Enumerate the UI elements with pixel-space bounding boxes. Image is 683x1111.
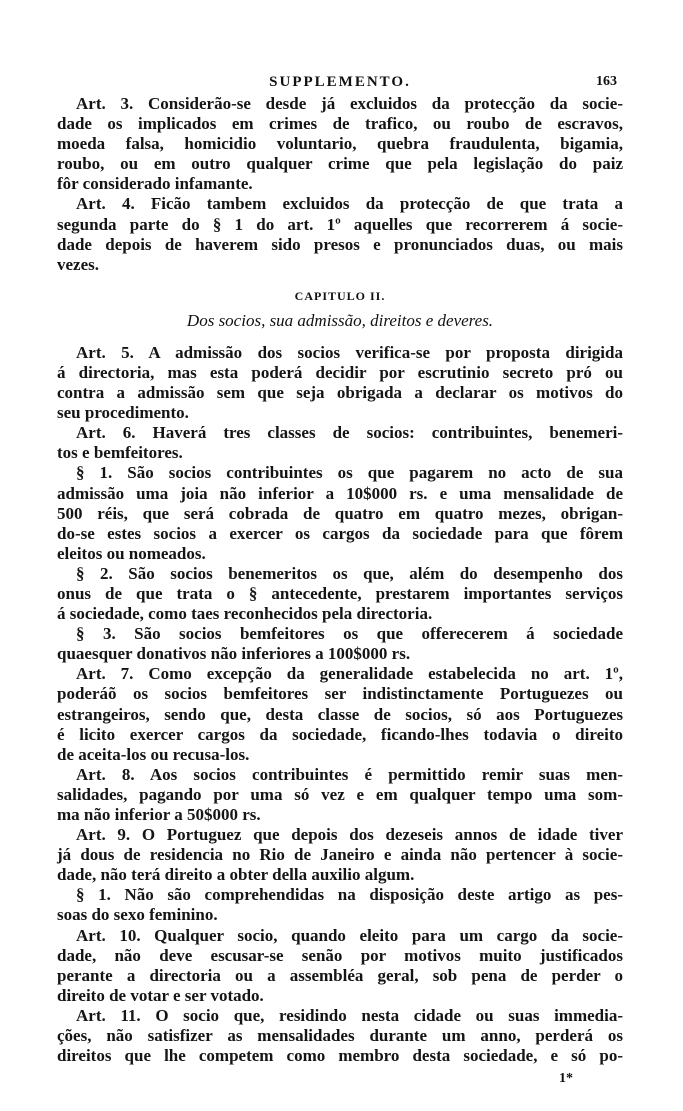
- text-line: poderáõ os socios bemfeitores ser indistinctamente Portuguezes ou: [57, 684, 623, 704]
- text-line: estrangeiros, sendo que, desta classe de socios, só aos Portuguezes: [57, 704, 623, 724]
- text-line: seu procedimento.: [57, 403, 189, 423]
- text-line: Art. 3. Considerão-se desde já excluidos da protecção da socie-: [76, 94, 623, 113]
- text-line: Art. 11. O socio que, residindo nesta cidade ou suas immedia-: [76, 1005, 623, 1025]
- paragraph: [57, 926, 623, 1006]
- text-line: moeda falsa, homicidio voluntario, quebra fraudulenta, bigamia,: [57, 134, 623, 154]
- signature-row: [57, 1068, 623, 1088]
- paragraph: [57, 664, 623, 764]
- text-line: Art. 8. Aos socios contribuintes é permittido remir suas men-: [76, 764, 623, 784]
- text-line: Art. 6. Haverá tres classes de socios: contribuintes, benemeri-: [76, 423, 623, 443]
- text-line: roubo, ou em outro qualquer crime que pela legislação do paiz: [57, 154, 623, 174]
- text-content: [57, 94, 623, 1066]
- text-line: dade, não terá direito a obter della auxilio algum.: [57, 865, 415, 885]
- text-line: 500 réis, que será cobrada de quatro em quatro mezes, obrigan-: [57, 503, 623, 523]
- text-line: fôr considerado infamante.: [57, 174, 253, 194]
- text-line: segunda parte do § 1 do art. 1º aquelles que recorrerem á socie-: [57, 214, 623, 234]
- text-line: § 3. São socios bemfeitores os que offerecerem á sociedade: [76, 624, 623, 644]
- text-line: § 2. São socios benemeritos os que, além do desempenho dos: [76, 563, 623, 583]
- text-line: onus de que trata o § antecedente, prestarem importantes serviços: [57, 583, 623, 603]
- text-line: Art. 7. Como excepção da generalidade estabelecida no art. 1º,: [76, 664, 623, 684]
- paragraph: [57, 94, 623, 194]
- text-line: eleitos ou nomeados.: [57, 543, 206, 563]
- page-body: [57, 72, 623, 1088]
- text-line: perante a directoria ou a assembléa geral, sob pena de perder o: [57, 965, 623, 985]
- paragraph: [57, 1006, 623, 1066]
- text-line: tos e bemfeitores.: [57, 443, 183, 463]
- chapter-heading: CAPITULO II.: [294, 288, 386, 303]
- text-line: Art. 4. Ficão tambem excluidos da protecção de que trata a: [76, 194, 623, 214]
- running-header: [57, 72, 623, 94]
- text-line: soas do sexo feminino.: [57, 905, 218, 925]
- paragraph: [57, 194, 623, 274]
- text-line: já dous de residencia no Rio de Janeiro e ainda não pertencer à socie-: [57, 845, 623, 865]
- text-line: contra a admissão sem que seja obrigada a declarar os motivos do: [57, 383, 623, 403]
- chapter-subtitle: Dos socios, sua admissão, direitos e deveres.: [186, 310, 494, 330]
- text-line: vezes.: [57, 254, 100, 274]
- text-line: quaesquer donativos não inferiores a 100$000 rs.: [57, 644, 411, 664]
- text-line: dade depois de haverem sido presos e pronunciados duas, ou mais: [57, 234, 623, 254]
- paragraph: [57, 885, 623, 925]
- text-line: salidades, pagando por uma só vez e em qualquer tempo uma som-: [57, 784, 623, 804]
- text-line: á directoria, mas esta poderá decidir por escrutinio secreto pró ou: [57, 362, 623, 382]
- running-title: SUPPLEMENTO.: [269, 74, 411, 90]
- text-line: ma não inferior a 50$000 rs.: [57, 805, 261, 824]
- text-line: § 1. Não são comprehendidas na disposição deste artigo as pes-: [76, 885, 623, 905]
- paragraph: [57, 624, 623, 664]
- paragraph: [57, 463, 623, 563]
- text-line: do-se estes socios a exercer os cargos da sociedade para que fôrem: [57, 523, 623, 543]
- text-line: Art. 9. O Portuguez que depois dos dezeseis annos de idade tiver: [76, 825, 623, 845]
- text-line: ções, não satisfizer as mensalidades durante um anno, perderá os: [57, 1026, 623, 1046]
- text-line: é licito exercer cargos da sociedade, ficando-lhes todavia o direito: [57, 724, 623, 744]
- page-number: 163: [596, 74, 617, 89]
- text-line: § 1. São socios contribuintes os que pagarem no acto de sua: [76, 463, 623, 483]
- text-line: Art. 5. A admissão dos socios verifica-se por proposta dirigida: [76, 342, 623, 362]
- text-line: dade os implicados em crimes de trafico, ou roubo de escravos,: [57, 114, 623, 134]
- text-line: direito de votar e ser votado.: [57, 985, 264, 1005]
- paragraph: [57, 825, 623, 885]
- paragraph: [57, 343, 623, 423]
- text-line: á sociedade, como taes reconhecidos pela directoria.: [57, 604, 433, 624]
- paragraph: [57, 423, 623, 463]
- signature-mark: 1*: [559, 1071, 573, 1087]
- text-line: admissão uma joia não inferior a 10$000 rs. e uma mensalidade de: [57, 483, 623, 503]
- paragraph: [57, 765, 623, 825]
- text-line: direitos que lhe competem como membro desta sociedade, e só po-: [57, 1046, 623, 1066]
- paragraph: [57, 564, 623, 624]
- text-line: de aceita-los ou recusa-los.: [57, 744, 250, 764]
- text-line: Art. 10. Qualquer socio, quando eleito para um cargo da socie-: [76, 925, 623, 945]
- text-line: dade, não deve escusar-se senão por motivos muito justificados: [57, 945, 623, 965]
